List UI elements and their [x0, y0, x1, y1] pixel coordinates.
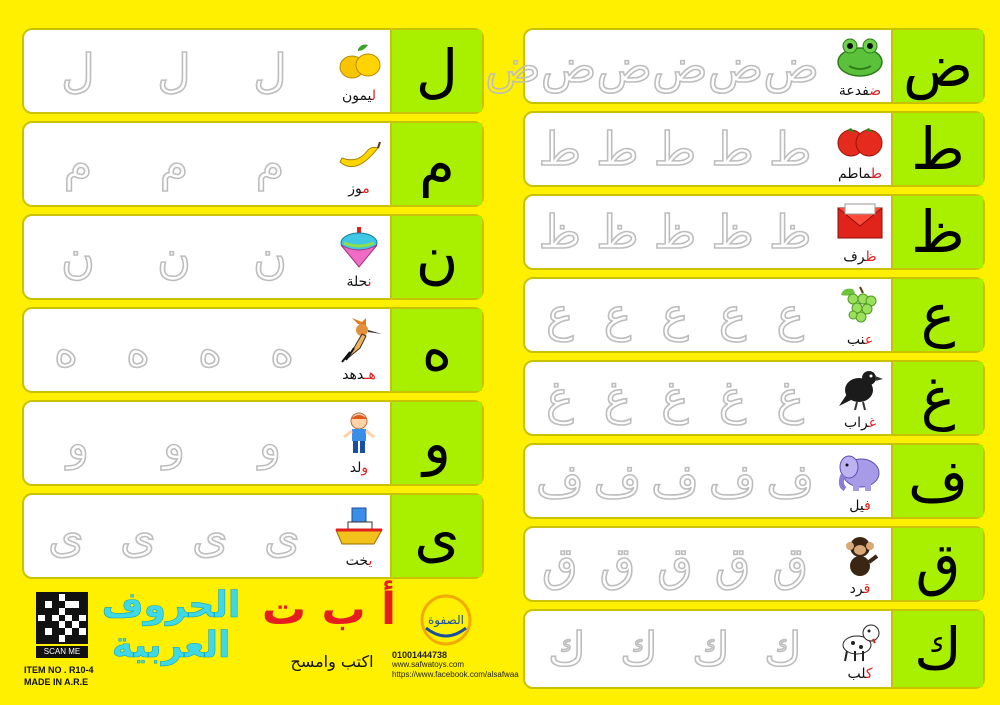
example-word: [346, 553, 373, 569]
example-word: [839, 83, 881, 99]
example-word: [350, 460, 368, 476]
item-info: [24, 664, 94, 688]
boy-icon: [331, 410, 387, 458]
dog-icon: [832, 616, 888, 664]
hoopoe-icon: [331, 317, 387, 365]
tracing-area[interactable]: [525, 362, 825, 434]
trace-letter: ض: [763, 39, 819, 93]
example-word: [342, 88, 376, 104]
trace-letter: ه: [269, 323, 295, 377]
letter-box: [390, 402, 482, 484]
trace-letter: ف: [593, 454, 642, 508]
word-first-letter: غ: [868, 415, 877, 431]
picture-area: [324, 216, 394, 298]
example-word: [849, 498, 871, 514]
letter-row: [22, 307, 484, 393]
letter-box: [891, 611, 983, 687]
letter-box: [891, 362, 983, 434]
title-alif-ba-ta: [254, 586, 404, 634]
trace-letter: و: [258, 416, 282, 470]
big-letter: ظ: [911, 198, 965, 266]
picture-area: [825, 113, 895, 185]
trace-letter: ى: [120, 509, 157, 563]
trace-letter: ظ: [653, 205, 697, 259]
title-arabic-letters: [96, 586, 246, 665]
word-rest: فدعة: [838, 83, 870, 99]
trace-letter: ض: [707, 39, 764, 93]
letter-row: [523, 111, 985, 187]
trace-letter: م: [255, 137, 285, 191]
word-first-letter: و: [361, 460, 369, 476]
trace-letter: م: [159, 137, 189, 191]
picture-area: [825, 528, 895, 600]
trace-letter: ط: [711, 122, 754, 176]
trace-letter: ك: [692, 622, 730, 676]
big-letter: ن: [415, 223, 459, 291]
trace-letter: ظ: [711, 205, 754, 259]
big-letter: ف: [907, 447, 969, 515]
tracing-area[interactable]: [525, 279, 825, 351]
monkey-icon: [832, 531, 888, 579]
example-word: [847, 332, 873, 348]
word-first-letter: ق: [863, 581, 871, 597]
write-and-erase-label: اكتب وامسح: [290, 652, 374, 671]
trace-letter: ق: [657, 537, 693, 591]
tracing-area[interactable]: [24, 216, 324, 298]
big-letter: ق: [915, 530, 961, 598]
trace-letter: ف: [708, 454, 757, 508]
word-first-letter: ك: [865, 666, 873, 682]
letter-box: [891, 113, 983, 185]
word-first-letter: ط: [870, 166, 882, 182]
product-info-panel: [22, 584, 519, 696]
trace-letter: ك: [620, 622, 658, 676]
trace-letter: غ: [661, 371, 689, 425]
tracing-area[interactable]: [24, 123, 324, 205]
big-letter: ع: [920, 281, 956, 349]
letter-box: [891, 279, 983, 351]
trace-letter: ف: [535, 454, 584, 508]
website-link[interactable]: www.safwatoys.com: [392, 660, 465, 669]
trace-letter: ى: [264, 509, 301, 563]
word-rest: راب: [843, 415, 869, 431]
word-first-letter: ع: [864, 332, 874, 348]
letter-row: [523, 277, 985, 353]
trace-letter: ه: [53, 323, 79, 377]
trace-letter: و: [162, 416, 186, 470]
logo-text: الصفوة: [428, 613, 464, 627]
big-letter: ه: [421, 316, 453, 384]
tracing-area[interactable]: [24, 30, 324, 112]
word-rest: ماطم: [838, 166, 871, 182]
picture-area: [324, 309, 394, 391]
letter-row: [523, 526, 985, 602]
title-line-1: الحروف: [101, 585, 241, 626]
letter-row: [22, 28, 484, 114]
trace-letter: غ: [776, 371, 804, 425]
tracing-area[interactable]: [525, 445, 825, 517]
trace-letter: ف: [651, 454, 699, 508]
example-word: [847, 666, 872, 682]
letter-box: [891, 196, 983, 268]
trace-letter: ع: [603, 288, 632, 342]
trace-letter: ك: [548, 622, 586, 676]
picture-area: [825, 196, 895, 268]
abt-text: أ ب ت: [261, 584, 397, 635]
letter-row: [523, 360, 985, 436]
example-word: [838, 166, 882, 182]
word-first-letter: ي: [368, 553, 373, 569]
tracing-area[interactable]: [525, 611, 825, 687]
letter-row: [523, 609, 985, 689]
letter-box: [891, 528, 983, 600]
picture-area: [324, 123, 394, 205]
word-rest: يمون: [341, 88, 372, 104]
picture-area: [324, 402, 394, 484]
trace-letter: م: [63, 137, 93, 191]
trace-letter: ق: [599, 537, 636, 591]
tomato-icon: [832, 116, 888, 164]
trace-letter: ط: [538, 122, 582, 176]
big-letter: غ: [920, 364, 956, 432]
tracing-area[interactable]: [24, 402, 324, 484]
picture-area: [825, 30, 895, 102]
big-letter: ى: [414, 502, 460, 570]
trace-letter: ل: [61, 44, 95, 98]
word-first-letter: ن: [367, 274, 372, 290]
trace-letter: ط: [596, 122, 639, 176]
trace-letter: ق: [541, 537, 578, 591]
brand-logo-icon: [416, 592, 476, 648]
example-word: [844, 415, 876, 431]
word-rest: نب: [846, 332, 865, 348]
letter-box: [390, 495, 482, 577]
trace-letter: ض: [540, 39, 597, 93]
word-rest: دهد: [342, 367, 365, 383]
trace-letter: ن: [157, 230, 191, 284]
big-letter: ض: [902, 32, 974, 100]
word-rest: يل: [849, 498, 865, 514]
big-letter: ط: [911, 115, 965, 183]
big-letter: ك: [914, 615, 962, 683]
letter-box: [390, 216, 482, 298]
trace-letter: ق: [772, 537, 809, 591]
letter-row: [22, 214, 484, 300]
example-word: [342, 367, 376, 383]
word-first-letter: هـ: [364, 367, 376, 383]
letter-row: [485, 28, 985, 104]
word-rest: لب: [847, 666, 866, 682]
boat-icon: [331, 503, 387, 551]
letter-row: [523, 194, 985, 270]
tracing-area[interactable]: [485, 30, 825, 102]
letter-box: [390, 123, 482, 205]
picture-area: [825, 279, 895, 351]
item-number: ITEM NO . R10-4: [24, 665, 94, 675]
facebook-link[interactable]: https://www.facebook.com/alsafwaa: [392, 670, 519, 679]
trace-letter: غ: [603, 371, 632, 425]
title-line-2: العربية: [111, 624, 231, 666]
tracing-area[interactable]: [525, 113, 825, 185]
crow-icon: [832, 365, 888, 413]
letter-row: [523, 443, 985, 519]
letter-box: [390, 309, 482, 391]
picture-area: [324, 495, 394, 577]
word-first-letter: ف: [864, 498, 871, 514]
qr-code-icon[interactable]: [36, 592, 88, 644]
trace-letter: ط: [653, 122, 697, 176]
letter-box: [390, 30, 482, 112]
scan-me-label: SCAN ME: [36, 646, 88, 658]
phone-number: 01001444738: [392, 650, 448, 660]
word-rest: خت: [345, 553, 369, 569]
elephant-icon: [832, 448, 888, 496]
word-rest: رد: [849, 581, 864, 597]
grapes-icon: [832, 282, 888, 330]
letter-row: [22, 400, 484, 486]
word-rest: لد: [349, 460, 362, 476]
trace-letter: ط: [768, 122, 812, 176]
word-first-letter: ض: [869, 83, 882, 99]
trace-letter: ف: [766, 454, 815, 508]
letter-box: [891, 445, 983, 517]
trace-letter: و: [66, 416, 90, 470]
tracing-area[interactable]: [525, 528, 825, 600]
picture-area: [825, 362, 895, 434]
example-word: [346, 274, 371, 290]
word-rest: حلة: [346, 274, 368, 290]
word-first-letter: م: [362, 181, 370, 197]
tracing-area[interactable]: [24, 309, 324, 391]
trace-letter: ن: [61, 230, 95, 284]
trace-letter: ن: [253, 230, 287, 284]
lemon-icon: [331, 38, 387, 86]
trace-letter: ع: [546, 288, 574, 342]
picture-area: [825, 611, 895, 687]
big-letter: ل: [415, 37, 459, 105]
example-word: [850, 581, 871, 597]
tracing-area[interactable]: [525, 196, 825, 268]
letter-row: [22, 493, 484, 579]
word-first-letter: ظ: [865, 249, 877, 265]
letter-row: [22, 121, 484, 207]
big-letter: م: [419, 130, 455, 198]
trace-letter: ه: [125, 323, 151, 377]
contact-info: [392, 650, 519, 680]
envelope-icon: [832, 199, 888, 247]
trace-letter: ل: [253, 44, 287, 98]
trace-letter: ل: [157, 44, 191, 98]
spinning-top-icon: [331, 224, 387, 272]
picture-area: [825, 445, 895, 517]
letter-box: [891, 30, 983, 102]
big-letter: و: [422, 409, 451, 477]
trace-letter: ع: [776, 288, 804, 342]
example-word: [843, 249, 876, 265]
trace-letter: ض: [485, 39, 541, 93]
trace-letter: ه: [197, 323, 223, 377]
word-rest: وز: [348, 181, 363, 197]
trace-letter: ع: [718, 288, 747, 342]
made-in-label: MADE IN A.R.E: [24, 677, 89, 687]
trace-letter: ى: [192, 509, 229, 563]
trace-letter: ظ: [596, 205, 639, 259]
picture-area: [324, 30, 394, 112]
trace-letter: غ: [718, 371, 747, 425]
trace-letter: ك: [764, 622, 802, 676]
example-word: [348, 181, 370, 197]
trace-letter: ض: [652, 39, 708, 93]
trace-letter: ق: [714, 537, 751, 591]
trace-letter: ظ: [538, 205, 582, 259]
trace-letter: ع: [661, 288, 689, 342]
trace-letter: غ: [546, 371, 574, 425]
word-first-letter: ل: [371, 88, 377, 104]
frog-icon: [832, 33, 888, 81]
tracing-area[interactable]: [24, 495, 324, 577]
trace-letter: ى: [48, 509, 85, 563]
word-rest: رف: [843, 249, 866, 265]
trace-letter: ض: [596, 39, 653, 93]
trace-letter: ظ: [768, 205, 812, 259]
banana-icon: [331, 131, 387, 179]
